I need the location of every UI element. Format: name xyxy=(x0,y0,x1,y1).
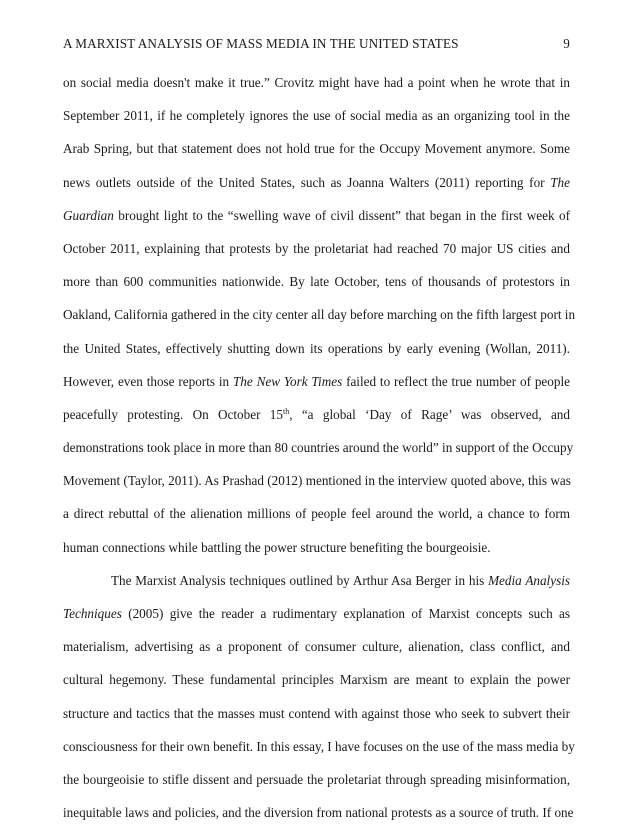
text-line: news outlets outside of the United States, such as Joanna Walters (2011) reporting for The xyxy=(63,174,570,190)
text-line: The Marxist Analysis techniques outlined by Arthur Asa Berger in his Media Analysis xyxy=(111,572,571,588)
paragraph-2 xyxy=(63,564,575,829)
paragraph-1 xyxy=(63,66,576,564)
text-line: human connections while battling the power structure benefiting the bourgeoisie. xyxy=(63,539,491,555)
running-head: A MARXIST ANALYSIS OF MASS MEDIA IN THE UNITED STATES xyxy=(63,36,459,51)
text-line: the bourgeoisie to stifle dissent and persuade the proletariat through spreading misinformation, xyxy=(63,771,570,787)
page-header xyxy=(63,36,570,54)
text-line: on social media doesn't make it true.” Crovitz might have had a point when he wrote that in xyxy=(63,75,570,90)
italic-title: Guardian xyxy=(63,207,114,223)
text-line: Oakland, California gathered in the city center all day before marching on the fifth largest port in xyxy=(63,307,576,323)
text-line: Arab Spring, but that statement does not hold true for the Occupy Movement anymore. Some xyxy=(63,141,570,157)
text-line: Movement (Taylor, 2011). As Prashad (2012) mentioned in the interview quoted above, this was xyxy=(63,473,571,489)
text-line: consciousness for their own benefit. In this essay, I have focuses on the use of the mass media by xyxy=(63,738,575,754)
text-line: September 2011, if he completely ignores the use of social media as an organizing tool in the xyxy=(63,108,570,124)
text-line: October 2011, explaining that protests by the proletariat had reached 70 major US cities and xyxy=(63,240,570,256)
text-line: structure and tactics that the masses must contend with against those who seek to subvert their xyxy=(63,705,570,721)
text-line: inequitable laws and policies, and the diversion from national protests as a source of truth. If one xyxy=(63,805,574,821)
text-line: demonstrations took place in more than 80 countries around the world” in support of the Occupy xyxy=(63,440,574,456)
text-line: more than 600 communities nationwide. By late October, tens of thousands of protestors in xyxy=(63,274,570,290)
italic-title: Techniques xyxy=(63,606,122,621)
text-line: peacefully protesting. On October 15th, “a global ‘Day of Rage’ was observed, and xyxy=(63,406,570,422)
italic-title: The New York Times xyxy=(232,373,343,389)
text-line: Guardian brought light to the “swelling wave of civil dissent” that began in the first week of xyxy=(63,207,570,223)
body-text xyxy=(63,66,576,829)
superscript: th xyxy=(282,406,290,416)
page-number: 9 xyxy=(563,36,570,51)
text-line: cultural hegemony. These fundamental principles Marxism are meant to explain the power xyxy=(63,672,570,688)
text-line: Techniques (2005) give the reader a rudimentary explanation of Marxist concepts such as xyxy=(63,606,570,621)
text-line: the United States, effectively shutting down its operations by early evening (Wollan, 2011). xyxy=(63,340,570,356)
italic-title: Media Analysis xyxy=(488,572,571,588)
text-line: However, even those reports in The New York Times failed to reflect the true number of people xyxy=(63,373,570,389)
italic-title: The xyxy=(550,174,570,190)
text-line: materialism, advertising as a proponent of consumer culture, alienation, class conflict, and xyxy=(63,639,570,655)
text-line: a direct rebuttal of the alienation millions of people feel around the world, a chance to form xyxy=(63,506,570,522)
